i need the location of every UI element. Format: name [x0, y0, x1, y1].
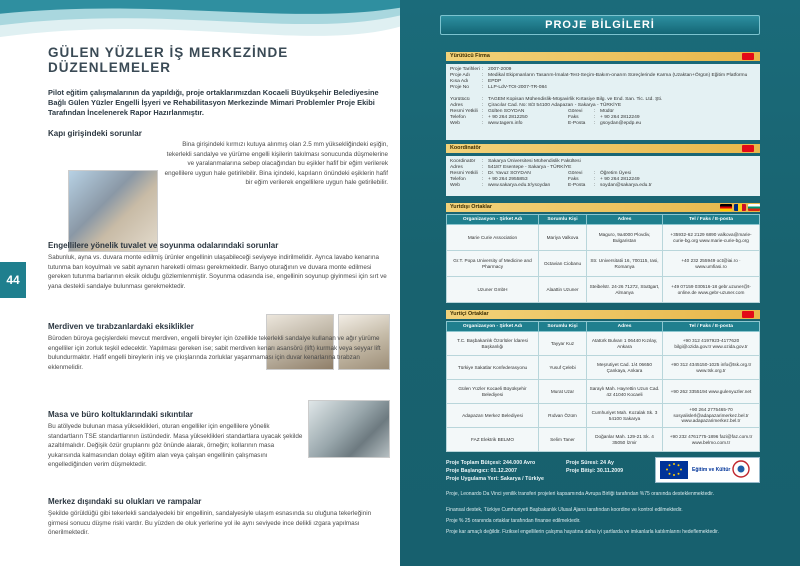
- section-heading-toilet: Engellilere yönelik tuvalet ve soyunma odalarındaki sorunlar: [48, 241, 279, 250]
- turkey-flag-icon: [742, 311, 754, 318]
- page-title: GÜLEN YÜZLER İŞ MERKEZİNDE DÜZENLEMELER: [48, 45, 289, 75]
- funding-note: Proje % 25 oranında ortaklar tarafından finanse edilmektedir.: [446, 518, 581, 524]
- table-row: Türkiye Sakatlar Konfederasyonu Yusuf Çelebi Meşrutiyet Cad. 1/4 06650 Çankaya, Ankara +90 312 4345150-1025 info@tsk.org.tr www.tsk.org.tr: [447, 356, 760, 380]
- coordinator-section-bar: [446, 144, 760, 153]
- section-heading-stairs: Merdiven ve tırabzanlardaki eksiklikler: [48, 322, 194, 331]
- ulusal-ajans-logo-icon: [733, 461, 749, 477]
- column-header: Sorumlu Kişi: [539, 322, 587, 332]
- domestic-partners-section-bar: [446, 310, 760, 319]
- section-text-drains: Şekilde görüldüğü gibi tekerlekli sandalyedeki bir engellinin, sandalyesiyle ulaşım esnasında su oluğuna tekerleğinin girmesi sonucu düşme riski vardır. Bu yüzden de oluk yerlerine yol ile aynı seviyede ince delikli ızgara yapılması önerilmektedir.: [48, 510, 372, 537]
- column-header: Tel / Faks / E-posta: [663, 215, 760, 225]
- table-row: Adapazarı Merkez Belediyesi Rıdvan Özüm Cumhuriyet Mah. Kozalak Sk. 3 54100 Sakarya +90 264 2775465-70 sosyalislerl@adapazarimerkez.bel.tr www.adapazarimerkez.bel.tr: [447, 404, 760, 428]
- foreign-partners-section-bar: [446, 203, 760, 212]
- logos-label: Eğitim ve Kültür: [692, 467, 731, 473]
- section-text-desks: Bu atölyede bulunan masa yükseklikleri, oturan engelliler için engellilere yönelik standartların TSE standartlarının üstündedir. Masa yükseklikleri standartlara uyacak şekilde azaltılmalıdır. Değişik özür gruplarını göz önünde alarak, örneğin; kollarının masa yukarısında kalmasından dolayı eğitim alan veya çalışan engellinin çalışmasını engellediğinden verim düşmektedir.: [48, 423, 303, 469]
- foreign-partners-heading: Yurtdışı Ortaklar: [450, 204, 492, 210]
- germany-flag-icon: [720, 204, 732, 211]
- eu-logos: [655, 457, 760, 483]
- coordinator-info-box: Koordinatör : Sakarya Üniversitesi Mühendislik Fakültesi Adres : 54187 Esentepe - Sakarya - TÜRKİYE Resmi Yetkili : Dr. Yavuz SOYDAN Görevi : Öğretim Üyesi Telefon : + 90 264 2955853 Faks : + 90 264 2812249 Web : www.sakarya.edu.tr/ysoydan E-Posta : soydan@sakarya.edu.tr: [446, 156, 760, 196]
- section-text-toilet: Sabunluk, ayna vs. duvara monte edilmiş ürünler engellinin ulaşabileceği seviyeye indirilmelidir. Ayrıca lavabo kenarına tutunma barı koyulmalı ve sabit aynanın hareketli olması gerekmektedir. Banyo oturağının ve duvara monte edilmesi gereken tutunma barlarının eksik olduğu gözlemlenmiştir. Soyunma odasında ise, engellinin soyunup giyinmesi için sırt ve yana destekli sandalye bulunması gerekmektedir.: [48, 254, 387, 290]
- table-row: Gr.T. Popa University of Medicine and Pharmacy Octavian Ciobanu Str. Universitatii 16, 700115, Iasi, Romanya +40 232 255949 oct@iai.ro · www.umfiasi.ro: [447, 251, 760, 277]
- domestic-partners-table: [446, 321, 760, 452]
- table-row: FAZ Elektrik BELMO Selim Taner Doğanlar Mah. 129-21 Sk. 4 35050 İzmir +90 232 4761775-1896 fazi@faz.com.tr www.belmo.com.tr: [447, 428, 760, 452]
- column-header: Adres: [587, 215, 663, 225]
- table-row: Gülen Yüzler Kocaeli Büyükşehir Belediyesi Murat Uzar Saraylı Mah. Hayrettin Uzun Cad. 42 41040 Kocaeli +90 262 3355194 www.gulenyuzler.net: [447, 380, 760, 404]
- column-header: Organizasyon - Şirket Adı: [447, 322, 539, 332]
- coordinator-heading: Koordinatör: [450, 145, 481, 151]
- turkey-flag-icon: [742, 53, 754, 60]
- desk-photo: [308, 400, 390, 458]
- section-heading-drains: Merkez dışındaki su olukları ve rampalar: [48, 497, 202, 506]
- table-row: Marie Curie Association Mariya Valkova Maguro, 9a4000 Plovdiv, Bulgaristan +35932-62 2129 6890 valkova@marie-curie-bg.org www.marie-curie-bg.org: [447, 225, 760, 251]
- budget-summary: Proje Toplam Bütçesi: 244.000 Avro Proje Süresi: 24 Ay Proje Başlangıcı: 01.12.2007 Proje Bitişi: 30.11.2009 Proje Uygulama Yeri: Sakarya / Türkiye: [446, 460, 624, 482]
- domestic-partners-heading: Yurtiçi Ortaklar: [450, 311, 489, 317]
- executor-info-box: Proje Tarihleri : 2007-2009 Proje Adı : Medikal Ekipmanların Tasarım-İmalat-Test-Seçim-Bakım-onarım Süreçlerinde Karma (Uzaktan+Örgün) Eğitim Platformu Kısa Adı : EPDP Proje No : LLP-LdV-TOI-2007-TR-084 Yürütücü : TAGEM Kopisan Mühendislik-Müşavirlik Kırtasiye Bilg. ve End. San. Tic. Ltd. Şti. Adres : Çiracılar Cad. No: 8/3 54100 Adapazarı - Sakarya - TÜRKİYE Resmi Yetkili : Gülten SOYDAN Görevi : Müdür Telefon : + 90 264 2812250 Faks : + 90 264 2812249 Web : www.tagem.info E-Posta : gsoydan@epdp.eu: [446, 64, 760, 140]
- funding-note: Proje kar amaçlı değildir. Fiziksel engellilerin çalışma hayatına daha iyi şartlarda ve imkanlarla katılımlarını hedeflemektedir.: [446, 529, 719, 535]
- foreign-partners-table: [446, 214, 760, 303]
- section-heading-door: Kapı girişindeki sorunlar: [48, 129, 142, 138]
- executor-section-bar: [446, 52, 760, 61]
- column-header: Sorumlu Kişi: [539, 215, 587, 225]
- section-text-stairs: Büroden büroya geçişlerdeki mevcut merdiven, engelli bireyler için özellikle tekerlekli sandalye kullanan ve ağır yürüme engelliler için zorluk teşkil edecektir. Yapılması gereken ise; sabit merdiven kenarı asansörü (lift) kurmak veya seyyar lift bulundurmaktır. Hafif engelli bireylerin iniş ve çıkışlarında zorluklar yaşanmaması için duvar kenarlarına tırabzan eklenmelidir.: [48, 335, 381, 371]
- turkey-flag-icon: [742, 145, 754, 152]
- column-header: Adres: [587, 322, 663, 332]
- column-header: Tel / Faks / E-posta: [663, 322, 760, 332]
- executor-heading: Yürütücü Firma: [450, 53, 490, 59]
- table-row: Uzuner GmbH Alaattin Uzuner Steibelstr. 24-26 71272, Stuttgart, Almanya +49 07159 030516-18 gebr.uzuner@t-online.de www.gebr-uzuner.com: [447, 277, 760, 303]
- lead-paragraph: Pilot eğitim çalışmalarının da yapıldığı, proje ortaklarımızdan Kocaeli Büyükşehir Belediyesine Bağlı Gülen Yüzler Engelli İşyeri ve Rehabilitasyon Merkezinde Mimari Problemler Proje Ekibi Tarafından İncelenerek Rapor Hazırlanmıştır.: [48, 88, 379, 117]
- page-number: 44: [0, 262, 26, 298]
- project-info-title: PROJE BİLGİLERİ: [440, 15, 760, 35]
- table-row: T.C. Başbakanlık Özürlüler İdaresi Başkanlığı Tayyar Kuz Atatürk Bulvarı 1 06440 Kızılay, Ankara +90 312 4197923-4177620 bilgi@ozida.gov.tr www.ozida.gov.tr: [447, 332, 760, 356]
- section-text-door: Bina girişindeki kırmızı kutuya alınmış olan 2.5 mm yüksekliğindeki eşiğin, tekerlekli sandalye ve yürüme engelli kişilerin takılması sonucunda düşmelerine ve yaralanmalarına sebep olacağından bu eşikler hafif bir eğim verilerek engellilere uygun hale getirilebilir. Bina içindeki, kapıların önündeki eşiklerin hafif bir eğim verilerek engellilere uygun hale getirilebilir.: [164, 141, 388, 187]
- bulgaria-flag-icon: [748, 204, 760, 211]
- column-header: Organizasyon - Şirket Adı: [447, 215, 539, 225]
- romania-flag-icon: [734, 204, 746, 211]
- section-heading-desks: Masa ve büro koltuklarındaki sıkıntılar: [48, 410, 193, 419]
- funding-note: Finansal destek, Türkiye Cumhuriyeti Başbakanlık Ulusal Ajans tarafından koordine ve kontrol edilmektedir.: [446, 507, 683, 513]
- funding-note: Proje, Leonardo Da Vinci yenilik transferi projeleri kapsamında Avrupa Birliği tarafından %75 oranında desteklenmektedir.: [446, 491, 715, 497]
